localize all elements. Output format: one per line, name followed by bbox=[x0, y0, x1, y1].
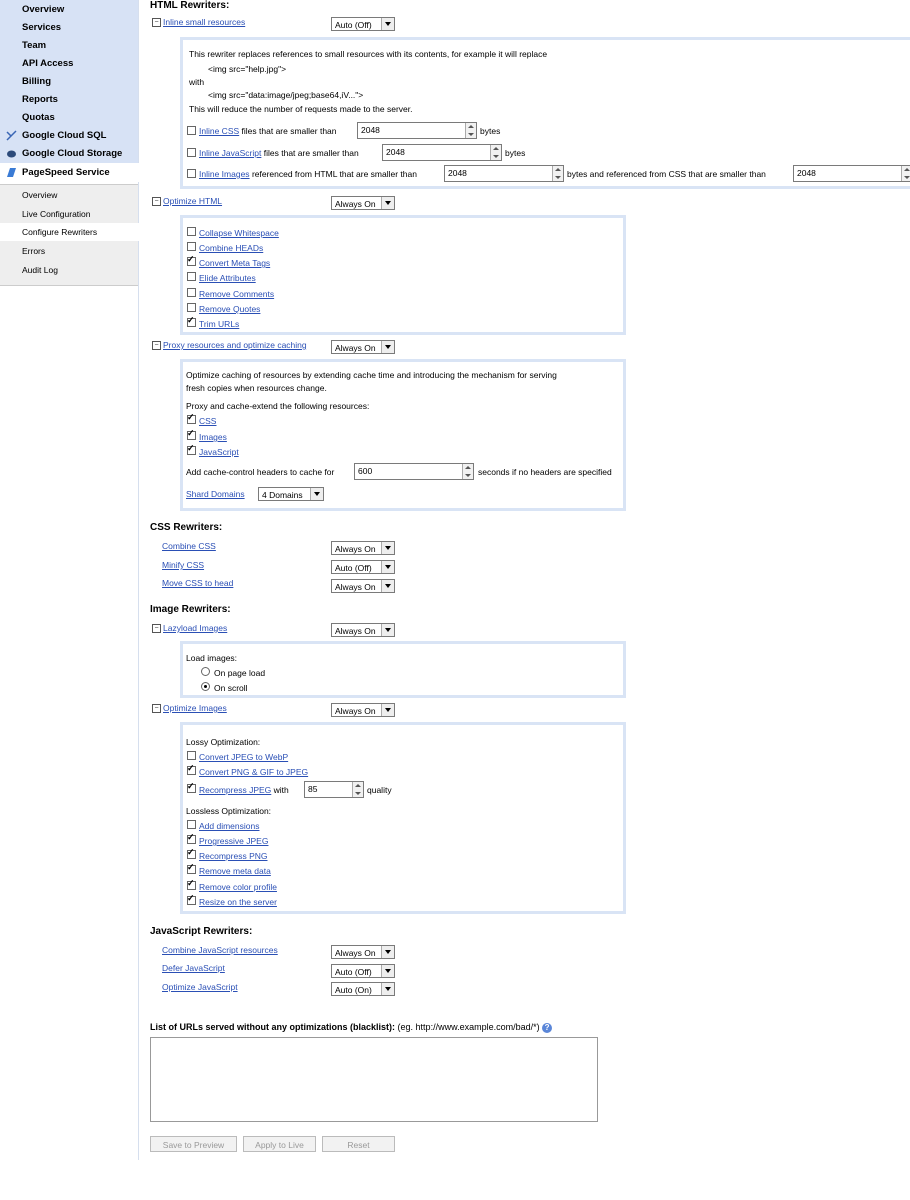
add-dimensions-checkbox[interactable] bbox=[187, 820, 196, 829]
trim-urls-link[interactable]: Trim URLs bbox=[199, 319, 240, 329]
lossless-label: Lossless Optimization: bbox=[186, 806, 272, 816]
blacklist-example: (eg. http://www.example.com/bad/*) bbox=[397, 1022, 540, 1032]
optimize-images-link[interactable]: Optimize Images bbox=[163, 703, 227, 713]
on-scroll-radio[interactable] bbox=[201, 682, 210, 691]
remove-meta-data-link[interactable]: Remove meta data bbox=[199, 866, 271, 876]
inline-code-example-2: <img src="data:image/jpeg;base64,iV..."> bbox=[208, 90, 364, 100]
chevron-down-icon bbox=[381, 341, 394, 353]
progressive-jpeg-link[interactable]: Progressive JPEG bbox=[199, 836, 269, 846]
spinner-icon[interactable] bbox=[462, 464, 473, 479]
chevron-down-icon bbox=[381, 561, 394, 573]
chevron-down-icon bbox=[310, 488, 323, 500]
chevron-down-icon bbox=[381, 542, 394, 554]
optimize-images-row bbox=[152, 703, 227, 713]
on-page-load-label: On page load bbox=[214, 668, 266, 678]
trim-urls-checkbox[interactable] bbox=[187, 318, 196, 327]
resize-server-link[interactable]: Resize on the server bbox=[199, 897, 277, 907]
convert-png-gif-link[interactable]: Convert PNG & GIF to JPEG bbox=[199, 767, 309, 777]
proxy-desc-2: fresh copies when resources change. bbox=[186, 383, 327, 393]
reset-button[interactable]: Reset bbox=[322, 1136, 395, 1152]
combine-css-select[interactable]: Always On bbox=[331, 541, 395, 555]
minify-css-select[interactable]: Auto (Off) bbox=[331, 560, 395, 574]
sidebar-item-services[interactable]: Services bbox=[22, 22, 62, 33]
shard-domains-link[interactable]: Shard Domains bbox=[186, 489, 245, 499]
proxy-resources-link[interactable]: Proxy resources and optimize caching bbox=[163, 340, 307, 350]
spinner-icon[interactable] bbox=[465, 123, 476, 138]
sidebar-item-reports[interactable]: Reports bbox=[22, 94, 58, 105]
remove-meta-data-checkbox[interactable] bbox=[187, 865, 196, 874]
collapse-icon[interactable]: − bbox=[152, 197, 161, 206]
progressive-jpeg-checkbox[interactable] bbox=[187, 835, 196, 844]
subnav-overview[interactable]: Overview bbox=[22, 190, 58, 200]
combine-js-link[interactable]: Combine JavaScript resources bbox=[162, 945, 278, 955]
quality-label: quality bbox=[367, 785, 392, 795]
optimize-js-select[interactable]: Auto (On) bbox=[331, 982, 395, 996]
chevron-down-icon bbox=[381, 580, 394, 592]
collapse-icon[interactable]: − bbox=[152, 18, 161, 27]
optimize-html-row bbox=[152, 196, 222, 206]
chevron-down-icon bbox=[381, 197, 394, 209]
inline-images-html-size-input[interactable]: 2048 bbox=[444, 165, 564, 182]
inline-small-resources-row bbox=[152, 17, 245, 27]
shard-domains-select[interactable]: 4 Domains bbox=[258, 487, 324, 501]
collapse-icon[interactable]: − bbox=[152, 341, 161, 350]
recompress-jpeg-checkbox[interactable] bbox=[187, 784, 196, 793]
proxy-panel bbox=[180, 359, 626, 511]
convert-jpeg-webp-link[interactable]: Convert JPEG to WebP bbox=[199, 752, 289, 762]
spinner-icon[interactable] bbox=[901, 166, 910, 181]
proxy-javascript-link[interactable]: JavaScript bbox=[199, 447, 239, 457]
selection-arrow bbox=[146, 163, 154, 182]
inline-images-css-text: bytes and referenced from CSS that are smaller than bbox=[567, 169, 766, 179]
blacklist-label: List of URLs served without any optimizations (blacklist): bbox=[150, 1022, 396, 1032]
chevron-down-icon bbox=[381, 983, 394, 995]
proxy-images-link[interactable]: Images bbox=[199, 432, 227, 442]
apply-to-live-button[interactable]: Apply to Live bbox=[243, 1136, 316, 1152]
optimize-images-panel: Lossy Optimization: Convert JPEG to WebP ✓ Convert PNG & GIF to JPEG ✓ Recompress JPEG with 85 quality Lossless Optimization: Add dimensions ✓ Progressive JPEG ✓ Recompress PNG ✓ Remove meta data ✓ Remove color profile ✓ Resize on the server bbox=[180, 722, 626, 914]
move-css-to-head-link[interactable]: Move CSS to head bbox=[162, 578, 234, 588]
defer-js-select[interactable]: Auto (Off) bbox=[331, 964, 395, 978]
elide-attributes-checkbox[interactable] bbox=[187, 272, 196, 281]
proxy-row bbox=[152, 340, 307, 350]
lossy-label: Lossy Optimization: bbox=[186, 737, 261, 747]
combine-heads-checkbox[interactable] bbox=[187, 242, 196, 251]
proxy-javascript-checkbox[interactable] bbox=[187, 446, 196, 455]
inline-images-link[interactable]: Inline Images bbox=[199, 169, 250, 179]
js-rewriters-heading: JavaScript Rewriters: bbox=[150, 926, 253, 937]
chevron-down-icon bbox=[381, 18, 394, 30]
sidebar-nav bbox=[0, 0, 138, 180]
proxy-images-checkbox[interactable] bbox=[187, 431, 196, 440]
sidebar-item-quotas[interactable]: Quotas bbox=[22, 112, 55, 123]
remove-color-profile-checkbox[interactable] bbox=[187, 881, 196, 890]
lazyload-panel bbox=[180, 641, 626, 698]
recompress-png-link[interactable]: Recompress PNG bbox=[199, 851, 268, 861]
remove-comments-link[interactable]: Remove Comments bbox=[199, 289, 275, 299]
chevron-down-icon bbox=[381, 704, 394, 716]
help-icon[interactable]: ? bbox=[542, 1023, 552, 1033]
proxy-desc-1: Optimize caching of resources by extending cache time and introducing the mechanism for serving bbox=[186, 370, 557, 380]
combine-js-select[interactable]: Always On bbox=[331, 945, 395, 959]
chevron-down-icon bbox=[381, 946, 394, 958]
inline-js-link[interactable]: Inline JavaScript bbox=[199, 148, 262, 158]
combine-heads-link[interactable]: Combine HEADs bbox=[199, 243, 264, 253]
subnav-audit-log[interactable]: Audit Log bbox=[22, 265, 58, 275]
cache-seconds-input[interactable]: 600 bbox=[354, 463, 474, 480]
collapse-icon[interactable]: − bbox=[152, 624, 161, 633]
defer-js-link[interactable]: Defer JavaScript bbox=[162, 963, 225, 973]
lazyload-row bbox=[152, 623, 227, 633]
inline-js-size-input[interactable]: 2048 bbox=[382, 144, 502, 161]
pagespeed-icon bbox=[6, 167, 17, 178]
proxy-css-link[interactable]: CSS bbox=[199, 416, 217, 426]
proxy-list-label: Proxy and cache-extend the following resources: bbox=[186, 401, 370, 411]
inline-images-checkbox[interactable] bbox=[187, 169, 196, 178]
inline-small-resources-link[interactable]: Inline small resources bbox=[163, 17, 246, 27]
sidebar-item-cloud-sql[interactable]: Google Cloud SQL bbox=[22, 130, 107, 141]
inline-images-css-size-input[interactable]: 2048 bbox=[793, 165, 910, 182]
recompress-png-checkbox[interactable] bbox=[187, 850, 196, 859]
add-dimensions-link[interactable]: Add dimensions bbox=[199, 821, 260, 831]
on-scroll-label: On scroll bbox=[214, 683, 248, 693]
html-rewriters-heading: HTML Rewriters: bbox=[150, 0, 230, 11]
inline-css-link[interactable]: Inline CSS bbox=[199, 126, 240, 136]
inline-desc: This rewriter replaces references to small resources with its contents, for example it will replace bbox=[189, 49, 548, 59]
optimize-html-link[interactable]: Optimize HTML bbox=[163, 196, 223, 206]
subnav-configure-rewriters[interactable]: Configure Rewriters bbox=[0, 223, 146, 241]
optimize-html-select[interactable]: Always On bbox=[331, 196, 395, 210]
cache-control-suffix: seconds if no headers are specified bbox=[478, 467, 612, 477]
remove-color-profile-link[interactable]: Remove color profile bbox=[199, 882, 277, 892]
sidebar-item-cloud-storage[interactable]: Google Cloud Storage bbox=[22, 148, 123, 159]
blacklist-label-row bbox=[150, 1022, 552, 1033]
css-rewriters-heading: CSS Rewriters: bbox=[150, 522, 223, 533]
inline-small-resources-select[interactable]: Auto (Off) bbox=[331, 17, 395, 31]
cloud-storage-icon bbox=[6, 148, 17, 159]
optimize-html-panel bbox=[180, 215, 626, 335]
remove-quotes-link[interactable]: Remove Quotes bbox=[199, 304, 261, 314]
collapse-whitespace-link[interactable]: Collapse Whitespace bbox=[199, 228, 279, 238]
chevron-down-icon bbox=[381, 965, 394, 977]
proxy-css-checkbox[interactable] bbox=[187, 415, 196, 424]
save-to-preview-button[interactable]: Save to Preview bbox=[150, 1136, 237, 1152]
optimize-js-link[interactable]: Optimize JavaScript bbox=[162, 982, 238, 992]
inline-css-unit: bytes bbox=[480, 126, 501, 136]
sidebar-item-pagespeed-row[interactable] bbox=[0, 163, 146, 182]
inline-with: with bbox=[189, 77, 205, 87]
convert-png-gif-checkbox[interactable] bbox=[187, 766, 196, 775]
load-images-label: Load images: bbox=[186, 653, 238, 663]
on-page-load-radio[interactable] bbox=[201, 667, 210, 676]
proxy-select[interactable]: Always On bbox=[331, 340, 395, 354]
collapse-whitespace-checkbox[interactable] bbox=[187, 227, 196, 236]
remove-comments-checkbox[interactable] bbox=[187, 288, 196, 297]
image-rewriters-heading: Image Rewriters: bbox=[150, 604, 231, 615]
move-css-to-head-select[interactable]: Always On bbox=[331, 579, 395, 593]
chevron-down-icon bbox=[381, 624, 394, 636]
blacklist-textarea[interactable] bbox=[150, 1037, 598, 1122]
recompress-jpeg-link[interactable]: Recompress JPEG bbox=[199, 785, 272, 795]
sidebar-item-billing[interactable]: Billing bbox=[22, 76, 52, 87]
sidebar bbox=[0, 0, 139, 1160]
convert-meta-tags-link[interactable]: Convert Meta Tags bbox=[199, 258, 271, 268]
spinner-icon[interactable] bbox=[552, 166, 563, 181]
collapse-icon[interactable]: − bbox=[152, 704, 161, 713]
convert-meta-tags-checkbox[interactable] bbox=[187, 257, 196, 266]
subnav-live-configuration[interactable]: Live Configuration bbox=[22, 209, 91, 219]
inline-css-checkbox[interactable] bbox=[187, 126, 196, 135]
inline-desc-2: This will reduce the number of requests made to the server. bbox=[189, 104, 413, 114]
elide-attributes-link[interactable]: Elide Attributes bbox=[199, 273, 256, 283]
lazyload-images-link[interactable]: Lazyload Images bbox=[163, 623, 228, 633]
sidebar-item-api-access[interactable]: API Access bbox=[22, 58, 74, 69]
jpeg-quality-input[interactable]: 85 bbox=[304, 781, 364, 798]
inline-small-resources-panel: This rewriter replaces references to small resources with its contents, for example it will replace <img src="help.jpg"> with <img src="data:image/jpeg;base64,iV..."> This will reduce the number of requests made to the server. Inline CSS files that are smaller than 2048 bytes Inline JavaScript files that are smaller than 2048 bytes Inline Images referenced from HTML that are smaller than 2048 bytes and referenced from CSS that are smaller than 2048 bbox=[180, 37, 910, 189]
sidebar-item-team[interactable]: Team bbox=[22, 40, 47, 51]
inline-js-unit: bytes bbox=[505, 148, 526, 158]
lazyload-images-select[interactable]: Always On bbox=[331, 623, 395, 637]
resize-server-checkbox[interactable] bbox=[187, 896, 196, 905]
optimize-images-select[interactable]: Always On bbox=[331, 703, 395, 717]
combine-css-link[interactable]: Combine CSS bbox=[162, 541, 216, 551]
spinner-icon[interactable] bbox=[490, 145, 501, 160]
inline-css-size-input[interactable]: 2048 bbox=[357, 122, 477, 139]
spinner-icon[interactable] bbox=[352, 782, 363, 797]
cache-control-label: Add cache-control headers to cache for bbox=[186, 467, 335, 477]
pagespeed-subnav bbox=[0, 184, 138, 286]
cloud-sql-icon bbox=[6, 130, 17, 141]
convert-jpeg-webp-checkbox[interactable] bbox=[187, 751, 196, 760]
inline-code-example-1: <img src="help.jpg"> bbox=[208, 64, 287, 74]
minify-css-link[interactable]: Minify CSS bbox=[162, 560, 205, 570]
remove-quotes-checkbox[interactable] bbox=[187, 303, 196, 312]
inline-js-checkbox[interactable] bbox=[187, 148, 196, 157]
sidebar-item-pagespeed[interactable]: PageSpeed Service bbox=[22, 167, 110, 178]
subnav-errors[interactable]: Errors bbox=[22, 246, 46, 256]
sidebar-item-overview[interactable]: Overview bbox=[22, 4, 65, 15]
